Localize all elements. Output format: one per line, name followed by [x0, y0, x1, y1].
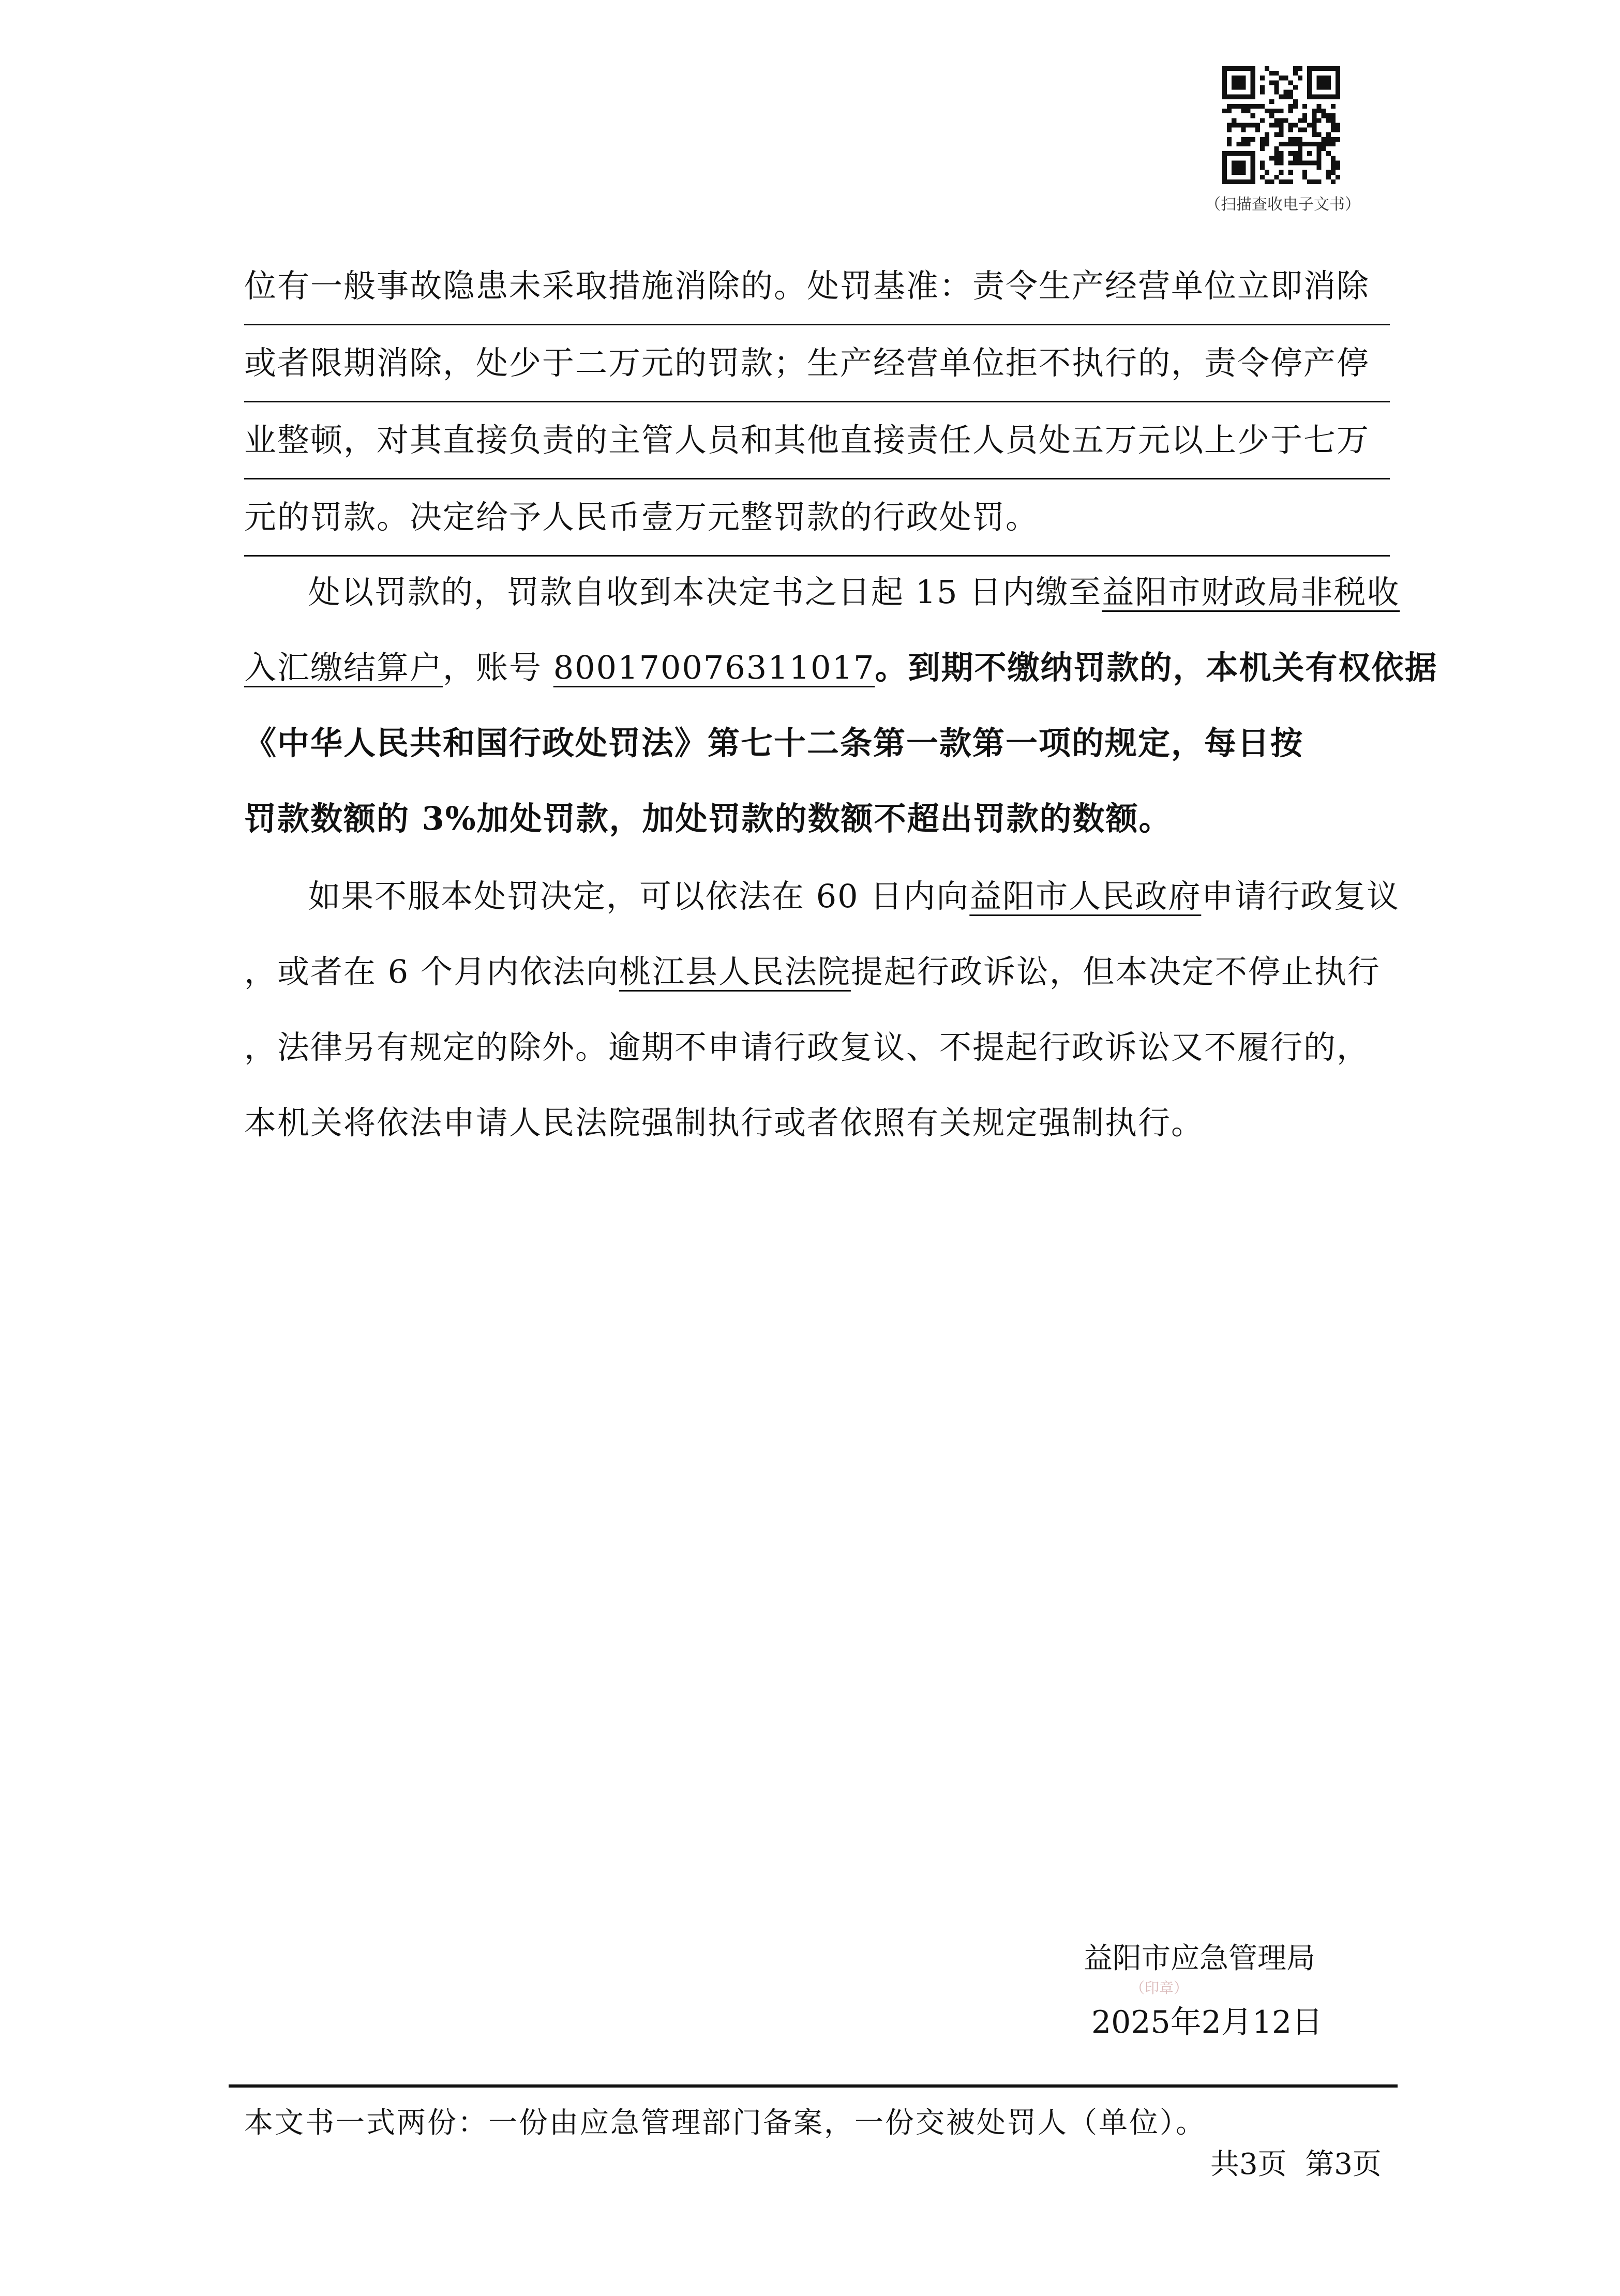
body-line: ，或者在 6 个月内依法向桃江县人民法院提起行政诉讼，但本决定不停止执行 [244, 953, 1381, 991]
footer-note: 本文书一式两份：一份由应急管理部门备案，一份交被处罚人（单位）。 [244, 2106, 1206, 2140]
issue-date: 2025年2月12日 [1091, 2004, 1323, 2040]
court-name: 桃江县人民法院 [619, 953, 851, 991]
paragraph-payment [244, 554, 1438, 857]
body-line: ，法律另有规定的除外。逾期不申请行政复议、不提起行政诉讼又不履行的， [244, 1028, 1370, 1066]
paragraph-appeal [244, 859, 1400, 1161]
body-line: 或者限期消除，处少于二万元的罚款；生产经营单位拒不执行的，责令停产停 [244, 325, 1390, 402]
qr-caption: （扫描查收电子文书） [1205, 196, 1360, 214]
footer-divider [229, 2084, 1398, 2088]
seal-note: （印章） [1130, 1979, 1189, 1997]
body-line: 元的罚款。决定给予人民币壹万元整罚款的行政处罚。 [244, 479, 1390, 557]
payee-account-name-cont: 入汇缴结算户 [244, 649, 443, 686]
issuing-organization: 益阳市应急管理局 [1084, 1942, 1315, 1975]
body-line: 处以罚款的，罚款自收到本决定书之日起 15 日内缴至益阳市财政局非税收 [308, 573, 1400, 611]
payee-account-name: 益阳市财政局非税收 [1102, 573, 1400, 611]
body-line: 如果不服本处罚决定，可以依法在 60 日内向益阳市人民政府申请行政复议 [308, 877, 1400, 915]
body-line: 位有一般事故隐患未采取措施消除的。处罚基准：责令生产经营单位立即消除 [244, 248, 1390, 325]
body-line: 业整顿，对其直接负责的主管人员和其他直接责任人员处五万元以上少于七万 [244, 402, 1390, 479]
account-number: 800170076311017 [553, 649, 875, 686]
body-line: 入汇缴结算户，账号 800170076311017。到期不缴纳罚款的，本机关有权依据 [244, 649, 1438, 686]
qr-code-icon [1222, 66, 1340, 184]
body-line: 罚款数额的 3%加处罚款，加处罚款的数额不超出罚款的数额。 [244, 800, 1172, 837]
body-line: 《中华人民共和国行政处罚法》第七十二条第一款第一项的规定，每日按 [244, 724, 1304, 762]
review-authority: 益阳市人民政府 [969, 877, 1202, 915]
body-line: 本机关将依法申请人民法院强制执行或者依照有关规定强制执行。 [244, 1104, 1205, 1142]
paragraph-penalty-basis [244, 248, 1390, 557]
page-number: 共3页 第3页 [1210, 2148, 1382, 2181]
